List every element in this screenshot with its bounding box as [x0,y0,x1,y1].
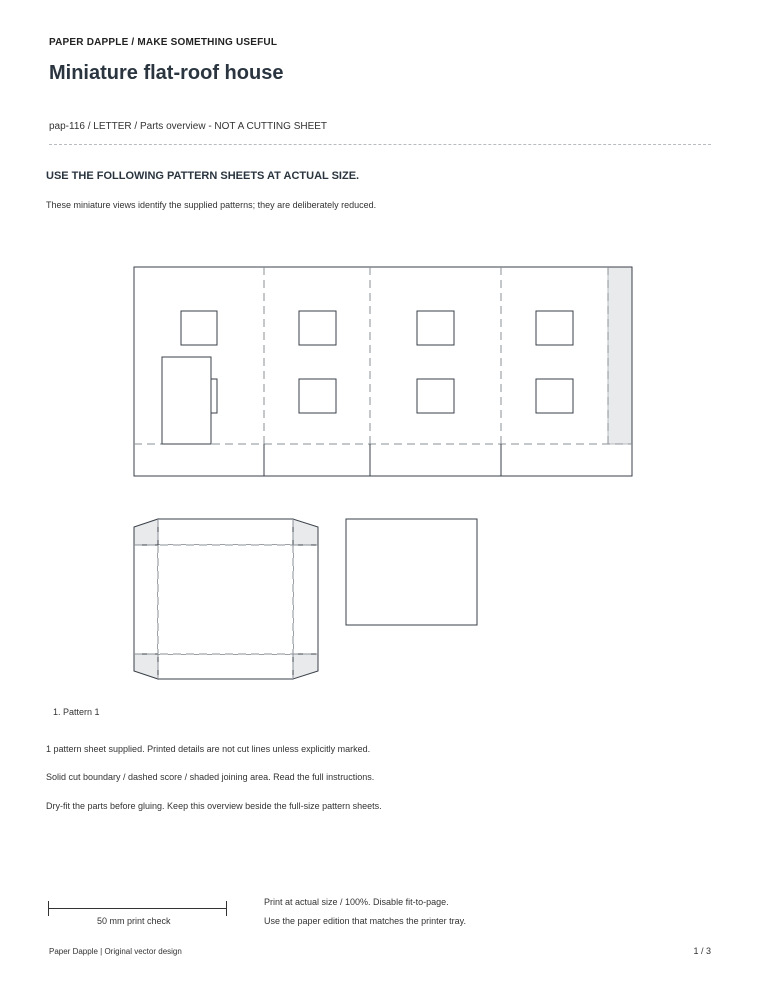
window [536,311,573,345]
note-text: Dry-fit the parts before gluing. Keep this overview beside the full-size pattern sheets. [46,801,382,811]
roof-glue-tab [293,654,318,679]
instructions-heading: USE THE FOLLOWING PATTERN SHEETS AT ACTUAL SIZE. [46,170,360,182]
roof-flap [158,654,293,679]
print-scale-bar [48,901,227,917]
roof-flap [158,519,293,545]
note-text: 1 pattern sheet supplied. Printed details are not cut lines unless explicitly marked. [46,744,371,754]
roof-flap [293,545,318,654]
scale-label: 50 mm print check [97,916,171,926]
window [299,379,336,413]
window [181,311,217,345]
window [299,311,336,345]
roof-glue-tab [293,519,318,545]
print-instruction: Use the paper edition that matches the printer tray. [264,916,466,926]
roof-part [134,519,318,679]
roof-glue-tab [134,654,158,679]
door [162,357,211,444]
roof-glue-tab [134,519,158,545]
scale-tick [226,901,227,916]
floor-panel [346,519,477,625]
page-number: 1 / 3 [693,946,711,956]
brand-line: PAPER DAPPLE / MAKE SOMETHING USEFUL [49,37,278,48]
roof-flap [134,545,158,654]
wall-strip-part [134,267,632,476]
instructions-intro: These miniature views identify the supplied patterns; they are deliberately reduced. [46,200,377,210]
window [536,379,573,413]
pattern-caption: 1. Pattern 1 [53,707,100,717]
scale-line [48,908,227,909]
window [417,311,454,345]
note-text: Solid cut boundary / dashed score / shaded joining area. Read the full instructions. [46,772,375,782]
page-title: Miniature flat-roof house [49,62,284,84]
roof-panel [158,545,293,654]
window [417,379,454,413]
wall-glue-tab [608,267,632,444]
print-instruction: Print at actual size / 100%. Disable fit-to-page. [264,897,449,907]
document-meta: pap-116 / LETTER / Parts overview - NOT A CUTTING SHEET [49,121,328,132]
footer-credit: Paper Dapple | Original vector design [49,947,182,956]
